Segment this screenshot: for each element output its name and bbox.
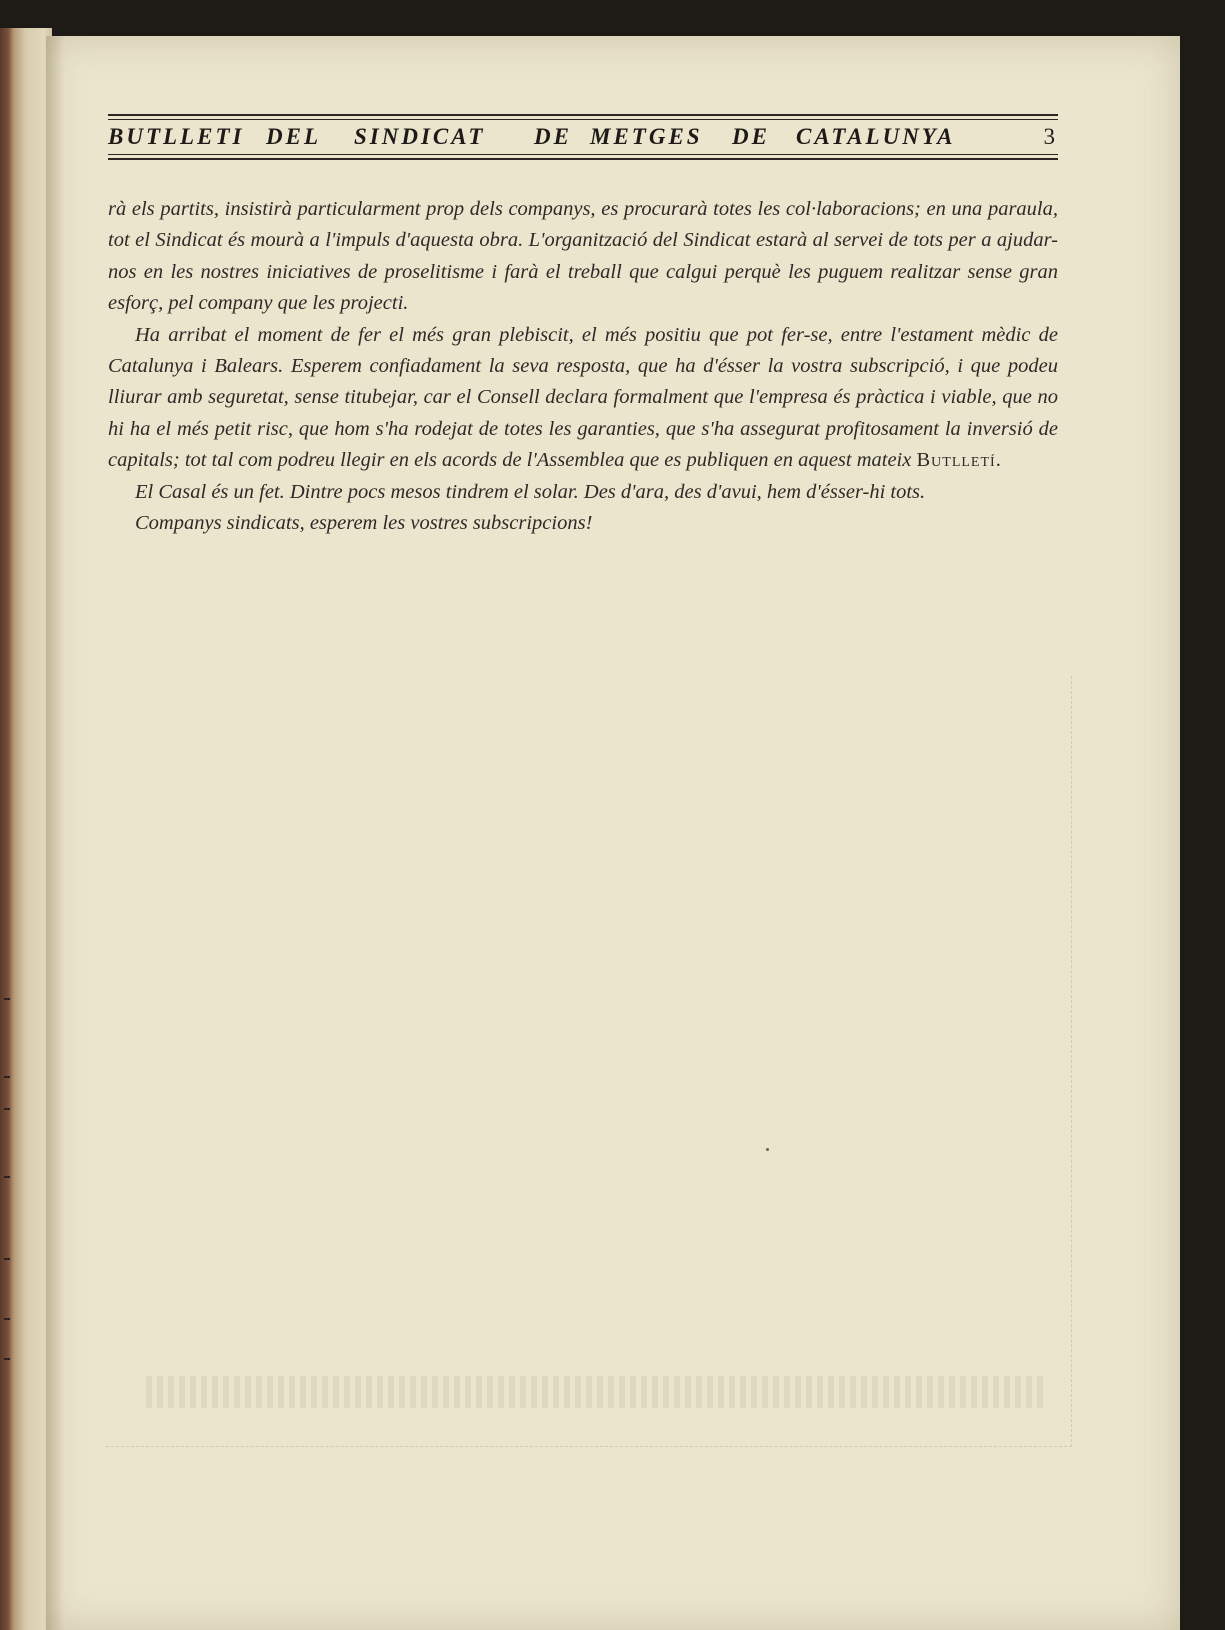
bleed-through-frame <box>106 676 1072 1447</box>
binding-mark <box>4 998 10 1000</box>
paragraph-text: Ha arribat el moment de fer el més gran plebiscit, el més positiu que pot fer-se, entre l'estament mèdic de Catalunya i Balears. Esperem confiadament la seva resposta, que ha d'ésser la vostra subscripció, i que podeu lliurar amb seguretat, sense titubejar, car el Consell declara formalment que l'empresa és pràctica i viable, que no hi ha el més petit risc, que hom s'ha rodejat de totes les garanties, que s'ha assegurat profitosament la inversió de capitals; tot tal com podreu llegir en els acords de l'Assemblea que es publiquen en aquest mateix <box>108 323 1058 472</box>
page-gutter-shadow <box>46 36 64 1630</box>
page-sheet <box>46 36 1180 1630</box>
paragraph-plebiscit <box>108 320 1058 477</box>
paragraph-casal: El Casal és un fet. Dintre pocs mesos tindrem el solar. Des d'ara, des d'avui, hem d'ésser-hi tots. <box>135 480 926 503</box>
head-word: BUTLLETI <box>108 124 245 149</box>
binding-mark <box>4 1258 10 1260</box>
binding-mark <box>4 1318 10 1320</box>
paragraph-closing: Companys sindicats, esperem les vostres subscripcions! <box>135 512 593 535</box>
binding-mark <box>4 1176 10 1178</box>
head-word: DE <box>534 124 572 149</box>
paper-speck <box>766 1148 769 1151</box>
book-binding-edge <box>0 28 52 1630</box>
butlleti-smallcaps: Butlletí. <box>916 449 1002 472</box>
head-word: CATALUNYA <box>796 124 956 149</box>
article-body <box>108 194 1058 539</box>
page-number: 3 <box>1043 124 1058 149</box>
binding-mark <box>4 1358 10 1360</box>
paragraph-continued: rà els partits, insistirà particularment prop dels companys, es procurarà totes les col·laboracions; en una paraula, tot el Sindicat és mourà a l'impuls d'aquesta obra. L'organització del Sindicat estarà al servei de tots per a ajudar-nos en les nostres iniciatives de proselitisme i farà el treball que calgui perquè les puguem realitzar sense gran esforç, pel company que les projecti. <box>108 198 1058 315</box>
running-head <box>108 114 1058 160</box>
head-word: DE <box>732 124 770 149</box>
head-rule-bottom <box>108 158 1058 160</box>
head-word: METGES <box>590 124 703 149</box>
bleed-through-text <box>146 1376 1046 1408</box>
head-word: SINDICAT <box>354 124 486 149</box>
binding-mark <box>4 1108 10 1110</box>
head-word: DEL <box>266 124 321 149</box>
binding-mark <box>4 1076 10 1078</box>
running-head-title <box>108 120 1058 154</box>
